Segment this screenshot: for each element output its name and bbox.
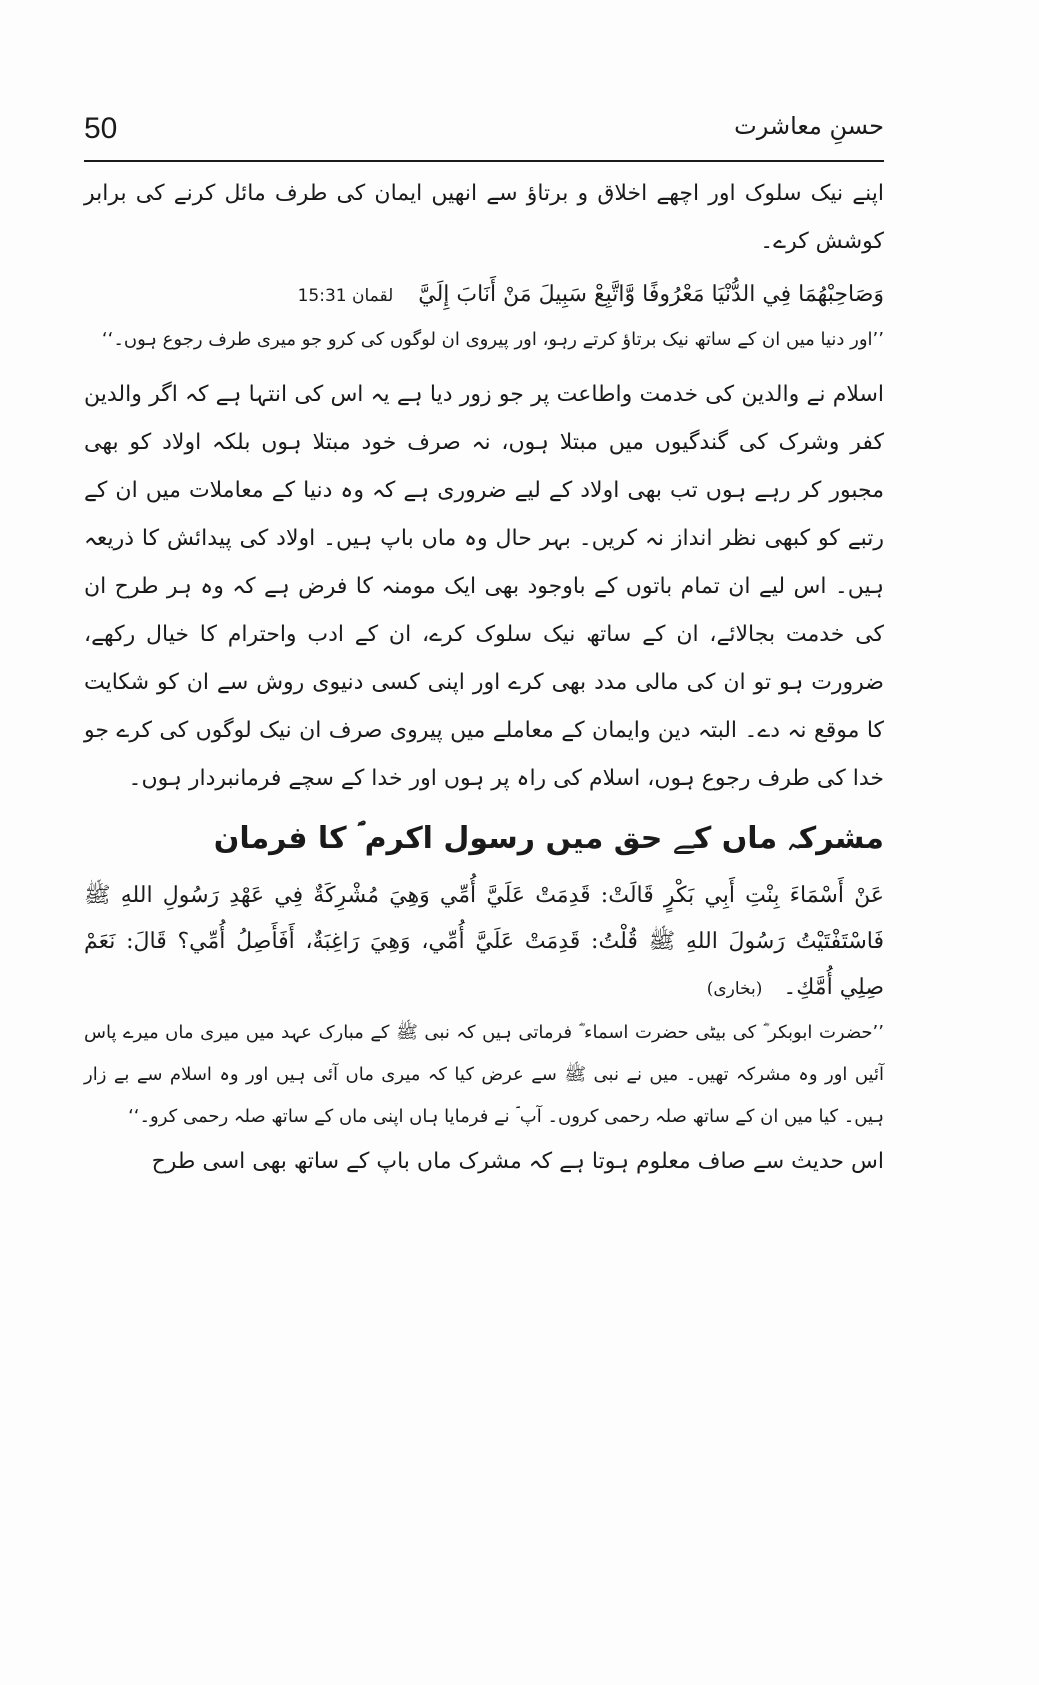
section-heading: مشرکہ ماں کے حق میں رسول اکرم ؐ کا فرمان <box>213 821 884 856</box>
page-body <box>84 170 884 1186</box>
verse-translation: ’’اور دنیا میں ان کے ساتھ نیک برتاؤ کرتے رہو، اور پیروی ان لوگوں کی کرو جو میری طرف رجوع ہوں۔‘‘ <box>101 329 884 350</box>
quran-verse <box>84 272 884 319</box>
page-header <box>84 112 884 162</box>
paragraph-closing: اس حدیث سے صاف معلوم ہوتا ہے کہ مشرک ماں باپ کے ساتھ بھی اسی طرح <box>151 1149 884 1174</box>
hadith-arabic-text: عَنْ أَسْمَاءَ بِنْتِ أَبِي بَكْرٍ قَالَتْ: قَدِمَتْ عَلَيَّ أُمِّي وَهِيَ مُشْرِكَةٌ فِي عَهْدِ رَسُولِ اللهِ ﷺ فَاسْتَفْتَيْتُ رَسُولَ اللهِ ﷺ قُلْتُ: قَدِمَتْ عَلَيَّ أُمِّي، وَهِيَ رَاغِبَةٌ، أَفَأَصِلُ أُمِّي؟ قَالَ: نَعَمْ صِلِي أُمَّكِ۔ <box>84 883 884 1000</box>
hadith-arabic <box>84 873 884 1012</box>
quran-verse-text: وَصَاحِبْهُمَا فِي الدُّنْيَا مَعْرُوفًا وَّاتَّبِعْ سَبِيلَ مَنْ أَنَابَ إِلَيَّ <box>418 282 884 307</box>
page-number: 50 <box>84 112 118 145</box>
paragraph-main: اسلام نے والدین کی خدمت واطاعت پر جو زور دیا ہے یہ اس کی انتہا ہے کہ اگر والدین کفر وشرک کی گندگیوں میں مبتلا ہوں، نہ صرف خود مبتلا ہوں بلکہ اولاد کو بھی مجبور کر رہے ہوں تب بھی اولاد کے لیے ضروری ہے کہ وہ دنیا کے معاملات میں ان کے رتبے کو کبھی نظر انداز نہ کریں۔ بہر حال وہ ماں باپ ہیں۔ اولاد کی پیدائش کا ذریعہ ہیں۔ اس لیے ان تمام باتوں کے باوجود بھی ایک مومنہ کا فرض ہے کہ وہ ہر طرح ان کی خدمت بجالائے، ان کے ساتھ نیک سلوک کرے، ان کے ادب واحترام کا خیال رکھے، ضرورت ہو تو ان کی مالی مدد بھی کرے اور اپنی کسی دنیوی روش سے ان کو شکایت کا موقع نہ دے۔ البتہ دین وایمان کے معاملے میں پیروی صرف ان نیک لوگوں کی کرے جو خدا کی طرف رجوع ہوں، اسلام کی راہ پر ہوں اور خدا کے سچے فرمانبردار ہوں۔ <box>84 382 884 791</box>
hadith-source: (بخاری) <box>706 979 763 999</box>
hadith-translation: ’’حضرت ابوبکر ؓ کی بیٹی حضرت اسماء ؓ فرماتی ہیں کہ نبی ﷺ کے مبارک عہد میں میری ماں میرے پاس آئیں اور وہ مشرکہ تھیں۔ میں نے نبی ﷺ سے عرض کیا کہ میری ماں آئی ہیں اور وہ اسلام سے بے زار ہیں۔ کیا میں ان کے ساتھ صلہ رحمی کروں۔ آپ ؐ نے فرمایا ہاں اپنی ماں کے ساتھ صلہ رحمی کرو۔‘‘ <box>84 1022 884 1127</box>
quran-verse-reference: لقمان 15:31 <box>297 286 394 306</box>
paragraph-intro: اپنے نیک سلوک اور اچھے اخلاق و برتاؤ سے انھیں ایمان کی طرف مائل کرنے کی برابر کوشش کرے۔ <box>84 181 884 254</box>
header-rule <box>84 160 884 162</box>
running-title: حسنِ معاشرت <box>734 112 884 140</box>
